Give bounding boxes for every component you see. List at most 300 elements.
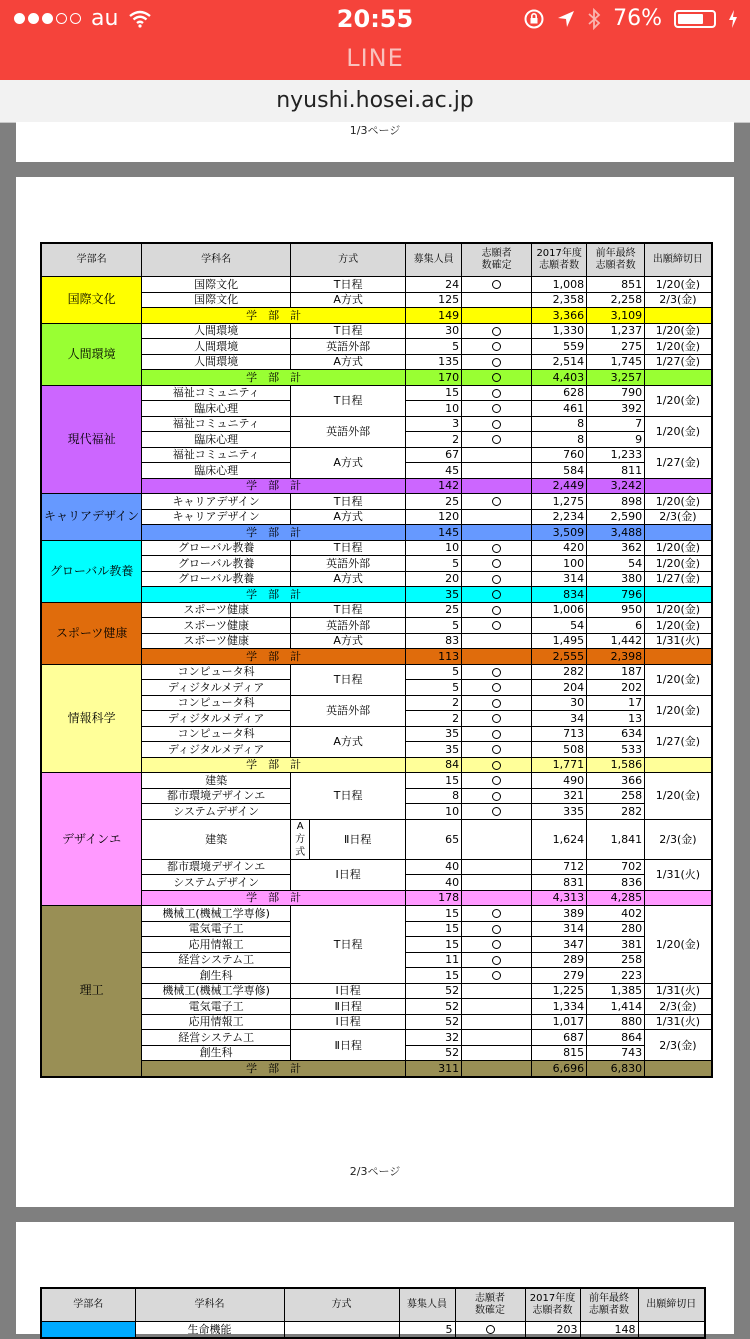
subtotal-2017: 3,509	[532, 525, 587, 541]
department-cell: 機械工(機械工学専修)	[142, 983, 291, 999]
subtotal-row	[41, 525, 712, 541]
capacity-cell: 52	[406, 983, 462, 999]
method-cell: A方式	[291, 447, 406, 478]
subtotal-blank	[645, 525, 712, 541]
confirmed-mark-icon	[492, 435, 501, 444]
applicants-prev-cell: 402	[587, 906, 645, 922]
subtotal-prev: 4,285	[587, 890, 645, 906]
confirmed-cell	[462, 1030, 532, 1046]
confirmed-cell	[462, 463, 532, 479]
capacity-cell: 15	[406, 773, 462, 789]
subtotal-capacity: 149	[406, 308, 462, 324]
method-cell: Ⅱ日程	[291, 1030, 406, 1061]
subtotal-prev: 3,488	[587, 525, 645, 541]
confirmed-cell	[462, 556, 532, 572]
applicants-prev-cell: 880	[587, 1014, 645, 1030]
confirmed-mark-icon	[492, 940, 501, 949]
method-cell: A方式	[291, 292, 406, 308]
url-text[interactable]: nyushi.hosei.ac.jp	[276, 88, 474, 113]
applicants-2017-cell: 8	[532, 432, 587, 448]
subtotal-capacity: 178	[406, 890, 462, 906]
department-cell: 応用情報工	[142, 1014, 291, 1030]
table-row	[41, 323, 712, 339]
table-row	[41, 1030, 712, 1046]
deadline-cell: 1/31(火)	[645, 859, 712, 890]
subtotal-row	[41, 478, 712, 494]
method-cell: 英語外部	[291, 695, 406, 726]
deadline-cell: 2/3(金)	[645, 819, 712, 859]
confirmed-cell	[462, 773, 532, 789]
method-cell: Ⅱ日程	[343, 832, 372, 846]
confirmed-cell	[462, 875, 532, 891]
capacity-cell: 24	[406, 277, 462, 293]
department-cell: ディジタルメディア	[142, 680, 291, 696]
applicants-prev-cell: 202	[587, 680, 645, 696]
confirmed-cell	[462, 633, 532, 649]
method-cell: A方式	[291, 633, 406, 649]
applicants-prev-cell: 223	[587, 968, 645, 984]
capacity-cell: 15	[406, 385, 462, 401]
method-cell: T日程	[291, 277, 406, 293]
subtotal-prev: 3,109	[587, 308, 645, 324]
method-cell: Ⅱ日程	[291, 999, 406, 1015]
capacity-cell: 15	[406, 906, 462, 922]
battery-icon	[674, 10, 716, 28]
confirmed-cell	[462, 711, 532, 727]
method-cell: 英語外部	[291, 618, 406, 634]
column-header: 志願者 数確定	[462, 243, 532, 277]
applicants-prev-cell: 275	[587, 339, 645, 355]
subtotal-blank	[645, 757, 712, 773]
column-header: 学科名	[142, 243, 291, 277]
department-cell: スポーツ健康	[142, 633, 291, 649]
applicants-2017-cell: 1,008	[532, 277, 587, 293]
confirmed-mark-icon	[492, 327, 501, 336]
applicants-2017-cell: 831	[532, 875, 587, 891]
capacity-cell: 3	[406, 416, 462, 432]
column-header: 出願締切日	[645, 243, 712, 277]
applicants-prev-cell: 1,442	[587, 633, 645, 649]
capacity-cell: 40	[406, 875, 462, 891]
faculty-name: スポーツ健康	[41, 602, 142, 664]
subtotal-prev: 3,242	[587, 478, 645, 494]
subtotal-prev: 796	[587, 587, 645, 603]
capacity-cell: 52	[406, 999, 462, 1015]
capacity-cell: 120	[406, 509, 462, 525]
subtotal-confirmed	[462, 370, 532, 386]
applicants-prev-cell: 898	[587, 494, 645, 510]
department-cell: 経営システム工	[142, 952, 291, 968]
subtotal-label: 学 部 計	[142, 890, 406, 906]
method-cell: 英語外部	[291, 339, 406, 355]
deadline-cell: 1/20(金)	[645, 664, 712, 695]
subtotal-label: 学 部 計	[142, 370, 406, 386]
column-header: 2017年度 志願者数	[532, 243, 587, 277]
subtotal-row	[41, 370, 712, 386]
capacity-cell: 25	[406, 494, 462, 510]
applicants-prev-cell: 702	[587, 859, 645, 875]
confirmed-cell	[462, 571, 532, 587]
column-header: 学科名	[135, 1288, 284, 1322]
subtotal-label: 学 部 計	[142, 525, 406, 541]
confirmed-cell	[462, 788, 532, 804]
subtotal-confirmed	[462, 757, 532, 773]
department-cell: スポーツ健康	[142, 618, 291, 634]
subtotal-capacity: 113	[406, 649, 462, 665]
applicants-2017-cell: 1,006	[532, 602, 587, 618]
subtotal-prev: 6,830	[587, 1061, 645, 1077]
applicants-prev-cell: 2,590	[587, 509, 645, 525]
department-cell: キャリアデザイン	[142, 494, 291, 510]
method-cell: A方式	[291, 726, 406, 757]
capacity-cell: 8	[406, 788, 462, 804]
deadline-cell: 1/31(火)	[645, 1014, 712, 1030]
applicant-table	[40, 242, 713, 1078]
confirmed-cell	[462, 447, 532, 463]
applicants-2017-cell: 389	[532, 906, 587, 922]
method-cell: 英語外部	[291, 556, 406, 572]
subtotal-blank	[645, 478, 712, 494]
subtotal-2017: 1,771	[532, 757, 587, 773]
subtotal-row	[41, 890, 712, 906]
deadline-cell: 1/20(金)	[645, 602, 712, 618]
confirmed-mark-icon	[492, 621, 501, 630]
subtotal-2017: 4,403	[532, 370, 587, 386]
applicants-prev-cell: 950	[587, 602, 645, 618]
table-row	[41, 385, 712, 401]
confirmed-cell	[462, 401, 532, 417]
confirmed-cell	[462, 1045, 532, 1061]
confirmed-mark-icon	[492, 544, 501, 553]
applicants-2017-cell: 203	[525, 1322, 580, 1338]
capacity-cell: 5	[406, 618, 462, 634]
applicants-2017-cell: 30	[532, 695, 587, 711]
department-cell: 臨床心理	[142, 463, 291, 479]
deadline-cell: 2/3(金)	[645, 292, 712, 308]
department-cell: 機械工(機械工学専修)	[142, 906, 291, 922]
table-row	[41, 999, 712, 1015]
carrier-name: au	[91, 6, 119, 31]
applicants-2017-cell: 314	[532, 571, 587, 587]
deadline-cell: 1/31(火)	[645, 983, 712, 999]
method-cell: 英語外部	[291, 416, 406, 447]
department-cell: 国際文化	[142, 292, 291, 308]
department-cell: 電気電子工	[142, 921, 291, 937]
department-cell: 人間環境	[142, 323, 291, 339]
capacity-cell: 67	[406, 447, 462, 463]
confirmed-cell	[462, 859, 532, 875]
applicants-2017-cell: 420	[532, 540, 587, 556]
applicants-2017-cell: 314	[532, 921, 587, 937]
confirmed-mark-icon	[492, 776, 501, 785]
subtotal-blank	[645, 308, 712, 324]
capacity-cell: 15	[406, 937, 462, 953]
capacity-cell: 5	[406, 339, 462, 355]
capacity-cell: 2	[406, 432, 462, 448]
subtotal-label: 学 部 計	[142, 587, 406, 603]
confirmed-mark-icon	[492, 745, 501, 754]
applicants-prev-cell: 1,233	[587, 447, 645, 463]
applicants-2017-cell: 8	[532, 416, 587, 432]
applicants-2017-cell: 204	[532, 680, 587, 696]
department-cell: キャリアデザイン	[142, 509, 291, 525]
department-cell: 電気電子工	[142, 999, 291, 1015]
deadline-cell: 1/27(金)	[645, 571, 712, 587]
applicants-2017-cell: 1,225	[532, 983, 587, 999]
column-header: 前年最終 志願者数	[587, 243, 645, 277]
confirmed-mark-icon	[492, 807, 501, 816]
table-row	[41, 556, 712, 572]
department-cell: 臨床心理	[142, 432, 291, 448]
table-row	[41, 1014, 712, 1030]
rotation-lock-icon	[523, 8, 545, 30]
column-header: 方式	[284, 1288, 399, 1322]
subtotal-confirmed	[462, 890, 532, 906]
applicants-2017-cell: 1,275	[532, 494, 587, 510]
department-cell: スポーツ健康	[142, 602, 291, 618]
confirmed-cell	[462, 664, 532, 680]
department-cell: コンピュータ科	[142, 664, 291, 680]
confirmed-cell	[462, 602, 532, 618]
confirmed-mark-icon	[492, 373, 501, 382]
subtotal-confirmed	[462, 649, 532, 665]
table-row	[41, 906, 712, 922]
table-row	[41, 494, 712, 510]
applicants-2017-cell: 628	[532, 385, 587, 401]
confirmed-cell	[462, 494, 532, 510]
amethod-inner	[291, 820, 405, 859]
deadline-cell: 1/20(金)	[645, 339, 712, 355]
capacity-cell: 25	[406, 602, 462, 618]
subtotal-capacity: 170	[406, 370, 462, 386]
applicants-prev-cell: 811	[587, 463, 645, 479]
subtotal-confirmed	[462, 308, 532, 324]
method-cell: A方式	[291, 571, 406, 587]
subtotal-label: 学 部 計	[142, 308, 406, 324]
confirmed-cell	[462, 680, 532, 696]
confirmed-cell	[462, 819, 532, 859]
method-cell: T日程	[291, 906, 406, 984]
subtotal-capacity: 35	[406, 587, 462, 603]
applicants-prev-cell: 836	[587, 875, 645, 891]
confirmed-mark-icon	[486, 1325, 495, 1334]
deadline-cell: 1/31(火)	[645, 633, 712, 649]
capacity-cell: 10	[406, 401, 462, 417]
applicants-prev-cell: 187	[587, 664, 645, 680]
method-cell: Ⅰ日程	[291, 859, 406, 890]
confirmed-mark-icon	[492, 590, 501, 599]
table-row	[41, 602, 712, 618]
applicants-2017-cell: 1,017	[532, 1014, 587, 1030]
column-header: 前年最終 志願者数	[580, 1288, 638, 1322]
table-row	[41, 859, 712, 875]
applicants-2017-cell: 335	[532, 804, 587, 820]
applicants-prev-cell: 13	[587, 711, 645, 727]
applicants-2017-cell: 584	[532, 463, 587, 479]
confirmed-mark-icon	[492, 575, 501, 584]
confirmed-mark-icon	[492, 956, 501, 965]
amethod-vertical-cell: A 方 式	[291, 820, 310, 859]
table-row	[41, 633, 712, 649]
status-bar	[0, 0, 750, 80]
applicants-prev-cell: 1,237	[587, 323, 645, 339]
confirmed-cell	[462, 968, 532, 984]
confirmed-cell	[462, 292, 532, 308]
confirmed-mark-icon	[492, 925, 501, 934]
deadline-cell: 1/20(金)	[645, 773, 712, 820]
confirmed-cell	[462, 354, 532, 370]
confirmed-cell	[462, 983, 532, 999]
applicants-2017-cell: 2,514	[532, 354, 587, 370]
department-cell: 創生科	[142, 968, 291, 984]
capacity-cell: 32	[406, 1030, 462, 1046]
capacity-cell: 45	[406, 463, 462, 479]
method-cell: Ⅰ日程	[291, 983, 406, 999]
location-arrow-icon	[557, 10, 575, 28]
column-header: 学部名	[41, 243, 142, 277]
table-row	[41, 509, 712, 525]
applicants-2017-cell: 347	[532, 937, 587, 953]
faculty-name: 国際文化	[41, 277, 142, 324]
subtotal-label: 学 部 計	[142, 478, 406, 494]
applicants-2017-cell: 461	[532, 401, 587, 417]
faculty-name: デザインエ	[41, 773, 142, 906]
capacity-cell: 2	[406, 711, 462, 727]
applicants-2017-cell: 687	[532, 1030, 587, 1046]
applicants-prev-cell: 1,414	[587, 999, 645, 1015]
amethod-group-cell	[291, 819, 406, 859]
table-row	[41, 571, 712, 587]
method-cell	[284, 1322, 399, 1338]
app-title: LINE	[346, 44, 404, 72]
subtotal-capacity: 84	[406, 757, 462, 773]
subtotal-prev: 2,398	[587, 649, 645, 665]
confirmed-mark-icon	[492, 699, 501, 708]
department-cell: 都市環境デザインエ	[142, 788, 291, 804]
applicants-2017-cell: 760	[532, 447, 587, 463]
applicant-table-next	[40, 1287, 706, 1339]
department-cell: 福祉コミュニティ	[142, 416, 291, 432]
confirmed-mark-icon	[492, 730, 501, 739]
pdf-page-3	[16, 1222, 734, 1334]
capacity-cell: 5	[399, 1322, 455, 1338]
applicants-2017-cell: 1,330	[532, 323, 587, 339]
capacity-cell: 10	[406, 804, 462, 820]
department-cell: コンピュータ科	[142, 695, 291, 711]
capacity-cell: 11	[406, 952, 462, 968]
capacity-cell: 40	[406, 859, 462, 875]
subtotal-2017: 2,555	[532, 649, 587, 665]
table-row	[41, 1322, 705, 1338]
table-row	[41, 773, 712, 789]
applicants-prev-cell: 258	[587, 952, 645, 968]
method-cell: T日程	[291, 385, 406, 416]
deadline-cell	[638, 1322, 705, 1338]
faculty-name: 理工	[41, 906, 142, 1077]
applicants-2017-cell: 1,624	[532, 819, 587, 859]
deadline-cell: 2/3(金)	[645, 1030, 712, 1061]
applicants-prev-cell: 851	[587, 277, 645, 293]
department-cell: 経営システム工	[142, 1030, 291, 1046]
department-cell: システムデザイン	[142, 875, 291, 891]
subtotal-2017: 4,313	[532, 890, 587, 906]
subtotal-prev: 3,257	[587, 370, 645, 386]
table-row	[41, 695, 712, 711]
table-row	[41, 354, 712, 370]
applicants-prev-cell: 1,841	[587, 819, 645, 859]
confirmed-mark-icon	[492, 606, 501, 615]
table-row	[41, 277, 712, 293]
status-right	[523, 6, 738, 31]
capacity-cell: 15	[406, 968, 462, 984]
deadline-cell: 1/20(金)	[645, 556, 712, 572]
capacity-cell: 5	[406, 680, 462, 696]
confirmed-mark-icon	[492, 668, 501, 677]
table-row	[41, 416, 712, 432]
department-cell: 福祉コミュニティ	[142, 385, 291, 401]
deadline-cell: 1/20(金)	[645, 416, 712, 447]
table-row	[41, 540, 712, 556]
applicants-prev-cell: 533	[587, 742, 645, 758]
url-bar[interactable]	[0, 80, 750, 123]
page-number-label: 2/3ページ	[349, 1165, 401, 1178]
applicants-prev-cell: 362	[587, 540, 645, 556]
applicants-prev-cell: 6	[587, 618, 645, 634]
confirmed-mark-icon	[492, 420, 501, 429]
confirmed-cell	[462, 540, 532, 556]
subtotal-2017: 2,449	[532, 478, 587, 494]
applicants-2017-cell: 508	[532, 742, 587, 758]
department-cell: グローバル教養	[142, 556, 291, 572]
applicants-prev-cell: 790	[587, 385, 645, 401]
deadline-cell: 1/27(金)	[645, 354, 712, 370]
confirmed-cell	[462, 952, 532, 968]
faculty-name: 現代福祉	[41, 385, 142, 494]
subtotal-confirmed	[462, 587, 532, 603]
column-header: 2017年度 志願者数	[525, 1288, 580, 1322]
column-header: 志願者 数確定	[455, 1288, 525, 1322]
method-cell: T日程	[291, 664, 406, 695]
subtotal-blank	[645, 1061, 712, 1077]
confirmed-mark-icon	[492, 497, 501, 506]
charging-bolt-icon	[728, 10, 738, 28]
confirmed-cell	[462, 906, 532, 922]
capacity-cell: 135	[406, 354, 462, 370]
applicants-prev-cell: 54	[587, 556, 645, 572]
department-cell: ディジタルメディア	[142, 711, 291, 727]
battery-percent: 76%	[613, 6, 662, 31]
department-cell: 国際文化	[142, 277, 291, 293]
department-cell: 福祉コミュニティ	[142, 447, 291, 463]
capacity-cell: 30	[406, 323, 462, 339]
capacity-cell: 5	[406, 556, 462, 572]
deadline-cell: 1/27(金)	[645, 726, 712, 757]
applicants-2017-cell: 713	[532, 726, 587, 742]
subtotal-2017: 6,696	[532, 1061, 587, 1077]
subtotal-blank	[645, 649, 712, 665]
department-cell: 創生科	[142, 1045, 291, 1061]
applicants-prev-cell: 392	[587, 401, 645, 417]
method-cell: A方式	[291, 354, 406, 370]
department-cell: 人間環境	[142, 339, 291, 355]
deadline-cell: 2/3(金)	[645, 999, 712, 1015]
capacity-cell: 35	[406, 726, 462, 742]
applicants-prev-cell: 743	[587, 1045, 645, 1061]
confirmed-cell	[462, 432, 532, 448]
applicants-prev-cell: 380	[587, 571, 645, 587]
applicants-2017-cell: 34	[532, 711, 587, 727]
method-cell: T日程	[291, 494, 406, 510]
